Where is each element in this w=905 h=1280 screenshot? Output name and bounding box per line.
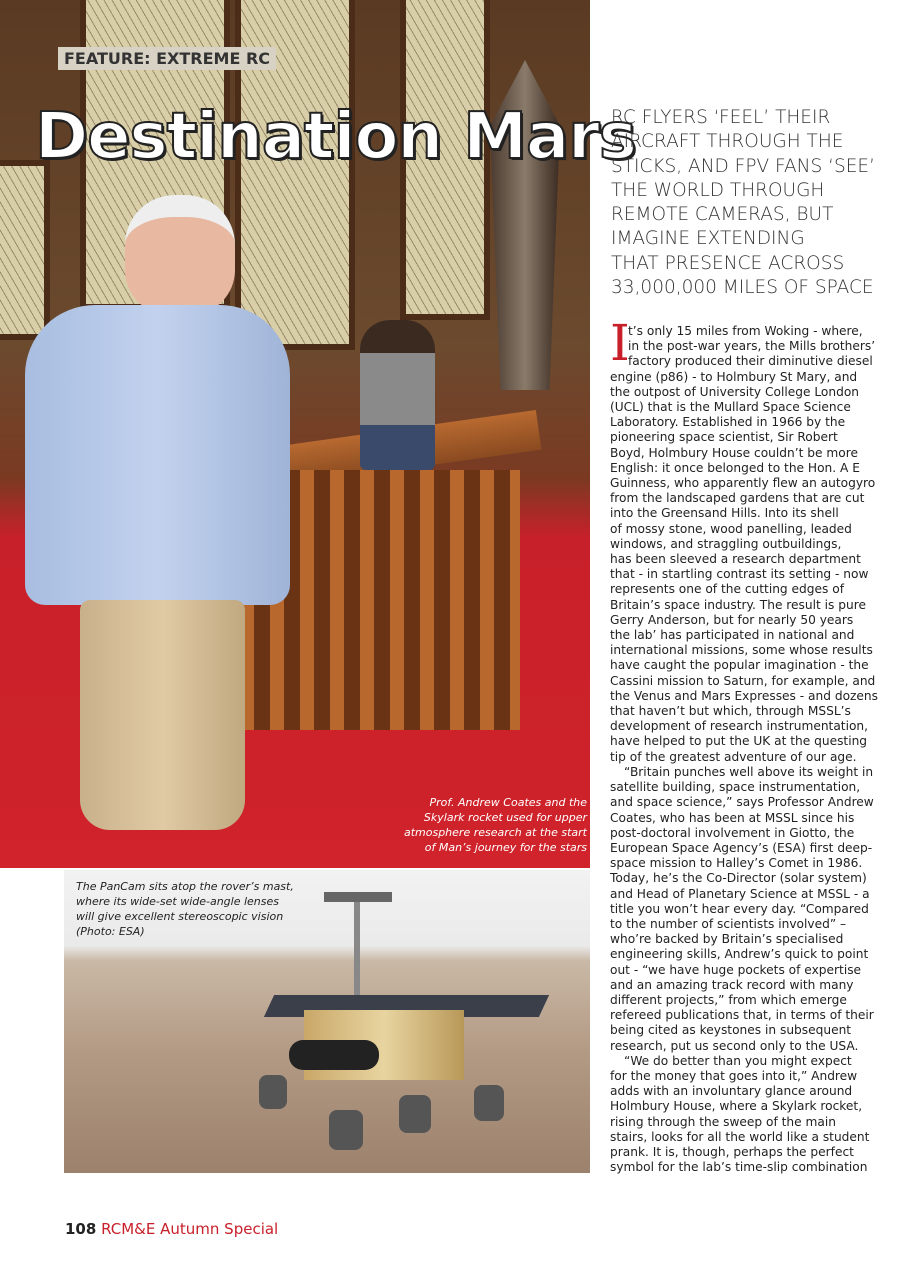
standfirst-line: AIRCRAFT THROUGH THE	[611, 131, 844, 153]
rover-wheel	[474, 1085, 504, 1121]
body-line: refereed publications that, in terms of their	[610, 1008, 874, 1023]
standfirst-line: 33,000,000 MILES OF SPACE	[611, 277, 874, 299]
person-trousers	[80, 600, 245, 830]
body-line: engineering skills, Andrew’s quick to point	[610, 947, 869, 962]
rover-wheel	[329, 1110, 363, 1150]
publication-name: RCM&E Autumn Special	[101, 1220, 279, 1238]
body-line: title you won’t hear every day. “Compared	[610, 901, 869, 916]
body-line: and Head of Planetary Science at MSSL - a	[610, 886, 870, 901]
standfirst-line: THAT PRESENCE ACROSS	[611, 252, 845, 274]
section-tag: FEATURE: EXTREME RC	[58, 47, 276, 70]
body-line: Boyd, Holmbury House couldn’t be more	[610, 445, 858, 460]
body-line: post-doctoral involvement in Giotto, the	[610, 825, 855, 840]
body-line: prank. It is, though, perhaps the perfect	[610, 1144, 854, 1159]
body-line: Today, he’s the Co-Director (solar system)	[610, 871, 867, 886]
person-shirt	[25, 305, 290, 605]
caption-line: will give excellent stereoscopic vision	[76, 910, 284, 923]
body-line: being cited as keystones in subsequent	[610, 1023, 852, 1038]
drop-cap: I	[610, 314, 630, 372]
body-line: the lab’ has participated in national and	[610, 628, 855, 643]
caption-line: Prof. Andrew Coates and the	[429, 796, 587, 809]
body-line: Gerry Anderson, but for nearly 50 years	[610, 612, 854, 627]
body-line: represents one of the cutting edges of	[610, 582, 844, 597]
article-title: Destination Mars	[35, 100, 636, 174]
page-footer	[65, 1220, 278, 1238]
person-head	[125, 195, 235, 315]
body-line: tip of the greatest adventure of our age.	[610, 749, 857, 764]
rover-wheel	[259, 1075, 287, 1109]
rover-wheel	[399, 1095, 431, 1133]
body-line: for the money that goes into it,” Andrew	[610, 1068, 858, 1083]
standfirst-line: IMAGINE EXTENDING	[611, 228, 805, 250]
body-line: “We do better than you might expect	[624, 1053, 852, 1068]
body-line: (UCL) that is the Mullard Space Science	[610, 400, 851, 415]
body-line: into the Greensand Hills. Into its shell	[610, 506, 839, 521]
pancam	[324, 892, 392, 902]
standfirst-line: REMOTE CAMERAS, BUT	[611, 204, 834, 226]
body-line: the outpost of University College London	[610, 384, 860, 399]
body-line: and an amazing track record with many	[610, 977, 854, 992]
body-line: that haven’t but which, through MSSL’s	[610, 704, 851, 719]
body-line: factory produced their diminutive diesel	[628, 354, 873, 369]
body-line: adds with an involuntary glance around	[610, 1084, 853, 1099]
rover-cylinder	[289, 1040, 379, 1070]
body-line: international missions, some whose results	[610, 643, 873, 658]
body-line: symbol for the lab’s time-slip combination	[610, 1160, 868, 1175]
caption-line: atmosphere research at the start	[403, 826, 587, 839]
leaded-window	[0, 160, 50, 340]
body-line: that - in startling contrast its setting - now	[610, 567, 869, 582]
body-line: windows, and straggling outbuildings,	[610, 536, 842, 551]
standfirst	[611, 106, 875, 300]
body-line: t’s only 15 miles from Woking - where,	[628, 324, 863, 338]
body-line: engine (p86) - to Holmbury St Mary, and	[610, 369, 858, 384]
body-line: “Britain punches well above its weight in	[624, 764, 874, 779]
body-line: English: it once belonged to the Hon. A E	[610, 460, 860, 475]
body-line: development of research instrumentation,	[610, 719, 869, 734]
caption-line: (Photo: ESA)	[76, 925, 145, 938]
body-line: stairs, looks for all the world like a student	[610, 1129, 870, 1144]
body-line: Britain’s space industry. The result is pure	[610, 597, 866, 612]
body-line: research, put us second only to the USA.	[610, 1038, 859, 1053]
body-line: space mission to Halley’s Comet in 1986.	[610, 856, 863, 871]
person-background	[360, 320, 435, 470]
body-line: and space science,” says Professor Andrew	[610, 795, 874, 810]
body-line: the Venus and Mars Expresses - and dozens	[610, 688, 879, 703]
body-line: have helped to put the UK at the questing	[610, 734, 868, 749]
standfirst-line: RC FLYERS ‘FEEL’ THEIR	[611, 107, 831, 128]
caption-line: The PanCam sits atop the rover’s mast,	[76, 880, 294, 893]
body-line: European Space Agency’s (ESA) first deep-	[610, 840, 873, 855]
body-line: to the number of scientists involved” –	[610, 916, 847, 931]
body-line: satellite building, space instrumentation,	[610, 780, 861, 795]
standfirst-line: THE WORLD THROUGH	[611, 179, 825, 201]
caption-line: of Man’s journey for the stars	[424, 841, 587, 854]
body-line: Guinness, who apparently flew an autogyro	[610, 476, 876, 491]
photo-caption-coates	[387, 795, 587, 855]
caption-line: Skylark rocket used for upper	[423, 811, 587, 824]
body-line: rising through the sweep of the main	[610, 1114, 836, 1129]
body-line: Cassini mission to Saturn, for example, and	[610, 673, 876, 688]
body-line: who’re backed by Britain’s specialised	[610, 932, 844, 947]
body-line: have caught the popular imagination - the	[610, 658, 869, 673]
body-line: Laboratory. Established in 1966 by the	[610, 415, 846, 430]
caption-line: where its wide-set wide-angle lenses	[76, 895, 280, 908]
article-body	[610, 324, 878, 1175]
body-line: pioneering space scientist, Sir Robert	[610, 430, 838, 445]
body-line: out - “we have huge pockets of expertise	[610, 962, 862, 977]
page-number: 108	[65, 1220, 97, 1238]
body-line: Holmbury House, where a Skylark rocket,	[610, 1099, 863, 1114]
body-line: in the post-war years, the Mills brothers’	[628, 339, 876, 354]
photo-caption-rover	[76, 879, 296, 939]
body-line: Coates, who has been at MSSL since his	[610, 810, 855, 825]
body-line: different projects,” from which emerge	[610, 992, 847, 1007]
standfirst-line: STICKS, AND FPV FANS ‘SEE’	[611, 155, 875, 177]
body-line: has been sleeved a research department	[610, 552, 861, 567]
body-line: from the landscaped gardens that are cut	[610, 491, 865, 506]
body-line: of mossy stone, wood panelling, leaded	[610, 521, 852, 536]
